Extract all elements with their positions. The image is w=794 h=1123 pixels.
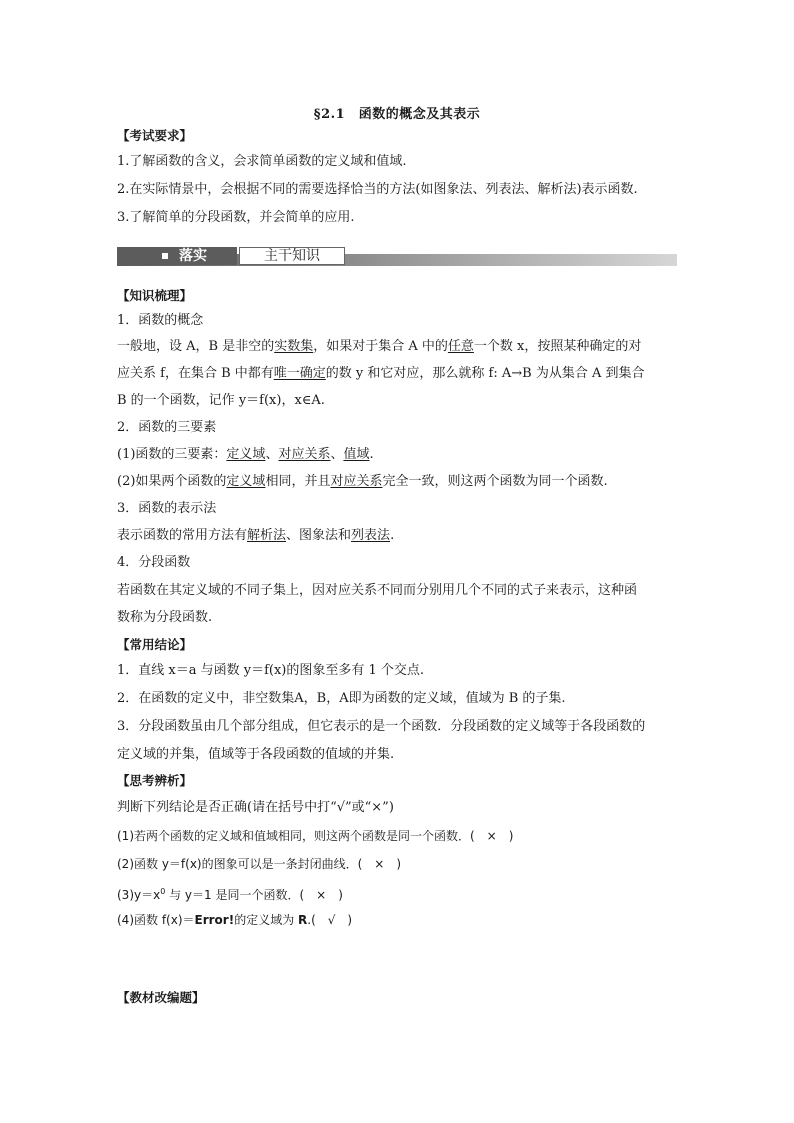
conclusion-line: 定义域的并集，值域等于各段函数的值域的并集. [117,747,395,762]
error-text: Error! [194,913,235,927]
conclusion-line: 2．在函数的定义中，非空数集A，B，A即为函数的定义域，值域为 B 的子集. [117,691,566,706]
underlined-term: 解析法 [247,528,287,543]
thinking-question: (1)若两个函数的定义域和值域相同，则这两个函数是同一个函数．( × ) [117,829,514,843]
underlined-term: 实数集 [274,339,314,354]
underlined-term: 定义域 [226,447,266,462]
thinking-question: (2)函数 y＝f(x)的图象可以是一条封闭曲线．( × ) [117,857,402,871]
exam-requirement-item: 3.了解简单的分段函数，并会简单的应用. [117,210,355,225]
textbook-heading: 【教材改编题】 [117,990,205,1005]
thinking-question: $(3)y=x^0$ 与 y＝1 是同一个函数．( × ) [117,887,343,902]
elements-line: (2)如果两个函数的定义域相同，并且对应关系完全一致，则这两个函数为同一个函数. [117,474,608,489]
exam-requirement-item: 2.在实际情景中，会根据不同的需要选择恰当的方法(如图象法、列表法、解析法)表示函数. [117,182,638,197]
concept-paragraph-line: 一般地，设 A，B 是非空的实数集，如果对于集合 A 中的任意一个数 x，按照某种确定的对 [117,339,642,354]
thinking-heading: 【思考辨析】 [117,773,193,788]
banner-label-secondary: 主干知识 [264,248,320,264]
underlined-term: 列表法 [351,528,391,543]
section-title-representation: 3．函数的表示法 [117,501,217,516]
representation-line: 表示函数的常用方法有解析法、图象法和列表法. [117,528,395,543]
piecewise-line: 若函数在其定义域的不同子集上，因对应关系不同而分别用几个不同的式子来表示，这种函 [117,583,638,598]
underlined-term: 对应关系 [278,447,331,462]
elements-line: (1)函数的三要素：定义域、对应关系、值域. [117,447,374,462]
thinking-intro: 判断下列结论是否正确(请在括号中打“√”或“×”) [117,800,394,815]
section-title-concept: 1．函数的概念 [117,313,204,328]
underlined-term: 对应关系 [330,474,383,489]
concept-paragraph-line: 应关系 f，在集合 B 中都有唯一确定的数 y 和它对应，那么就称 f: A→B 为从集合 A 到集合 [117,366,645,381]
conclusion-line: 3．分段函数虽由几个部分组成，但它表示的是一个函数．分段函数的定义域等于各段函数的 [117,719,646,734]
section-title-elements: 2．函数的三要素 [117,420,217,435]
conclusion-line: 1．直线 x＝a 与函数 y＝f(x)的图象至多有 1 个交点. [117,663,425,678]
thinking-question: (4)函数 f(x)＝Error!的定义域为 R.( √ ) [117,913,353,927]
underlined-term: 唯一确定 [273,366,326,381]
exam-requirement-item: 1.了解函数的含义，会求简单函数的定义域和值域. [117,154,407,169]
page-title: §2.1 函数的概念及其表示 [313,107,481,122]
banner-dark-block [117,247,237,265]
underlined-term: 任意 [447,339,474,354]
knowledge-heading: 【知识梳理】 [117,288,193,303]
section-title-piecewise: 4．分段函数 [117,555,191,570]
exam-requirements-heading: 【考试要求】 [117,128,193,143]
square-bullet-icon [162,253,168,259]
piecewise-line: 数称为分段函数. [117,610,213,625]
concept-paragraph-line: B 的一个函数，记作 y＝f(x)，x∈A. [117,393,325,408]
underlined-term: 定义域 [226,474,266,489]
section-banner [117,245,677,267]
conclusions-heading: 【常用结论】 [117,637,193,652]
banner-label-primary: 落实 [179,248,207,264]
underlined-term: 值域 [343,447,370,462]
